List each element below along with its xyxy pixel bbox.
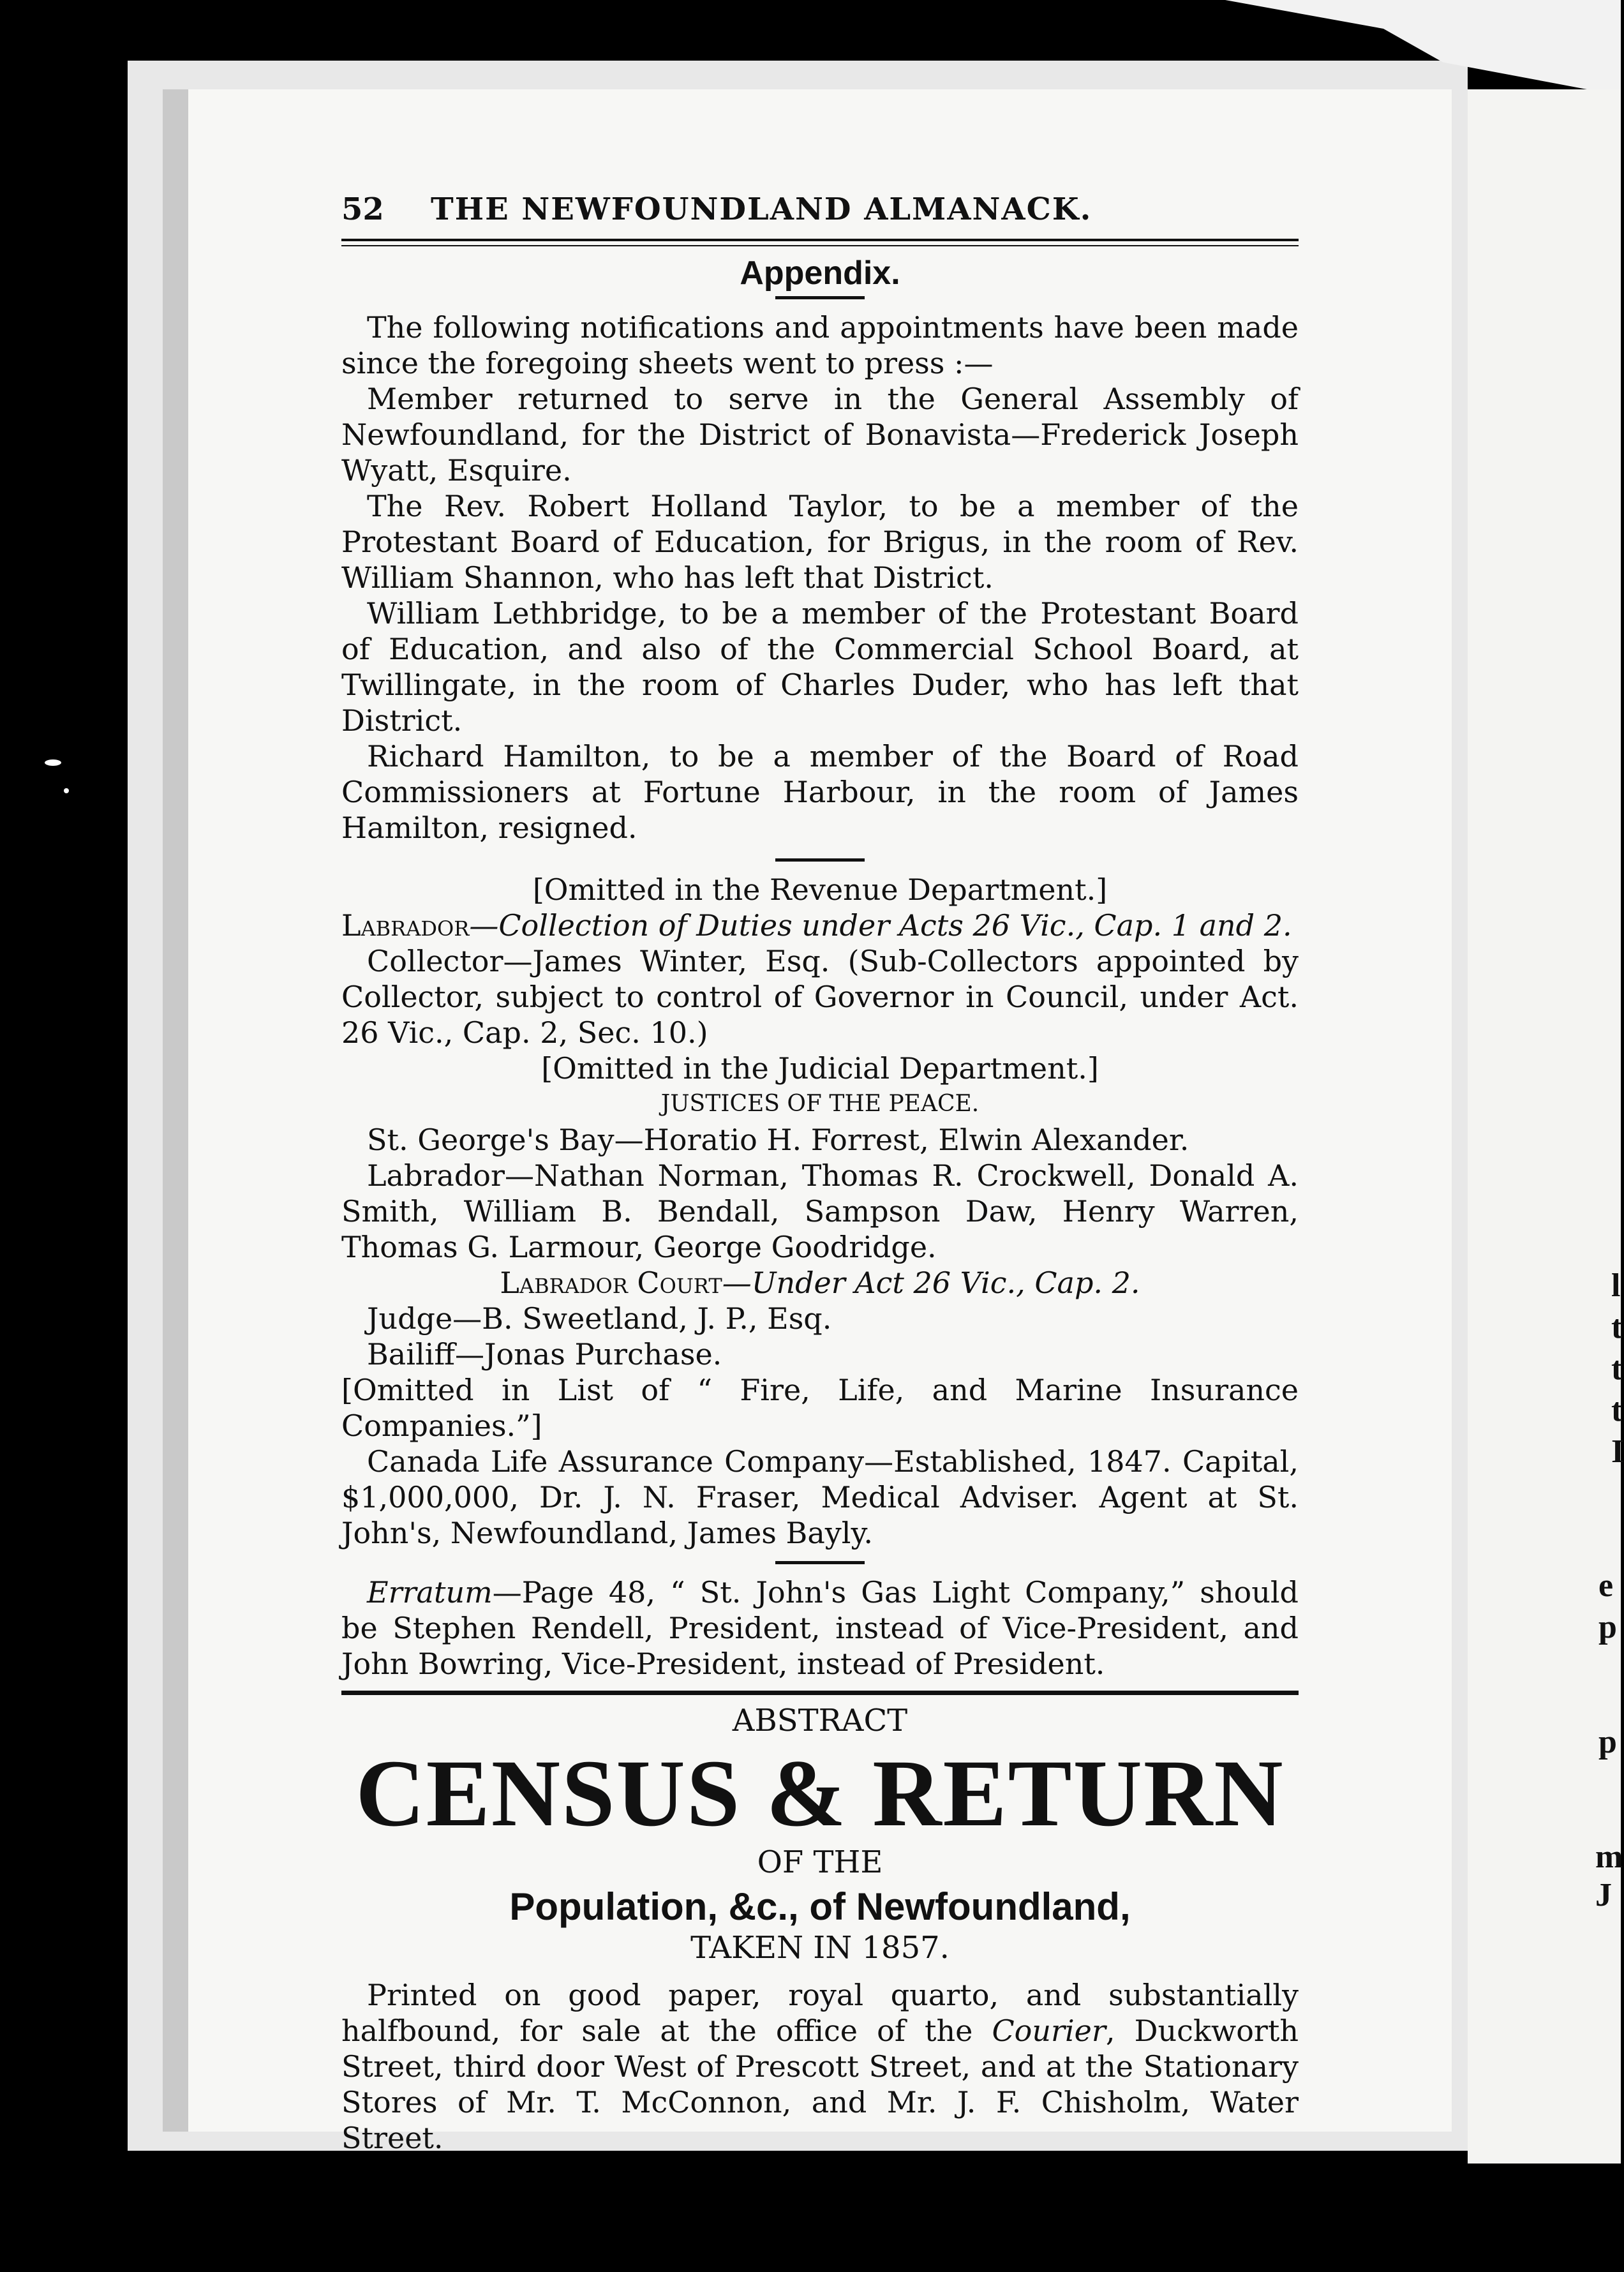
facing-page-fragment: I: [1611, 1433, 1624, 1470]
erratum-label: Erratum: [367, 1575, 493, 1610]
facing-page-fragment: J: [1595, 1877, 1612, 1913]
judge-entry: Judge—B. Sweetland, J. P., Esq.: [367, 1301, 832, 1336]
facing-page-fragment: l: [1611, 1267, 1621, 1304]
advert-body-end: , Duckworth Street, third door West of Prescott Street, and at the Stationary Stores of Mr. T. McConnon, and Mr. J. F. Chisholm, Water Street.: [341, 2014, 1299, 2155]
facing-page-fragment: p: [1598, 1724, 1617, 1760]
advert-rule: [341, 1691, 1299, 1695]
facing-page-fragment: t: [1611, 1350, 1623, 1387]
page-number: 52: [341, 191, 384, 227]
st-georges-bay-entry: St. George's Bay—Horatio H. Forrest, Elwin Alexander.: [367, 1123, 1189, 1157]
page-content: [341, 191, 1299, 2156]
running-title: THE NEWFOUNDLAND ALMANACK.: [431, 191, 1092, 227]
facing-page-fragment: t: [1611, 1309, 1623, 1345]
labrador-duties-text: —Collection of Duties under Acts 26 Vic., Cap. 1 and 2.: [469, 908, 1292, 943]
facing-page: [1468, 89, 1624, 2164]
advert-taken: TAKEN IN 1857.: [690, 1930, 950, 1966]
appendix-paragraph: The Rev. Robert Holland Taylor, to be a member of the Protestant Board of Education, for Brigus, in the room of Rev. William Shannon, who has left that District.: [341, 489, 1299, 595]
advert-population: Population, &c., of Newfoundland,: [509, 1885, 1131, 1928]
advert-body: [341, 1977, 1299, 2156]
advert-title: CENSUS & RETURN: [355, 1740, 1285, 1846]
labrador-justices-entry: Labrador—Nathan Norman, Thomas R. Crockwell, Donald A. Smith, William B. Bendall, Sampson Daw, Henry Warren, Thomas G. Larmour, George Goodridge.: [341, 1158, 1299, 1264]
appendix-paragraph: William Lethbridge, to be a member of the Protestant Board of Education, and also of the Commercial School Board, at Twillingate, in the room of Charles Duder, who has left that District.: [341, 596, 1299, 738]
labrador-label: Labrador: [341, 908, 470, 943]
facing-page-fragment: t: [1611, 1392, 1623, 1428]
scan-speck: [64, 788, 69, 793]
appendix-paragraph: Richard Hamilton, to be a member of the Board of Road Commissioners at Fortune Harbour, in the room of James Hamilton, resigned.: [341, 739, 1299, 845]
justices-heading: JUSTICES OF THE PEACE.: [660, 1091, 980, 1117]
labrador-court-label: Labrador Court: [500, 1266, 722, 1300]
judicial-omitted-note: [Omitted in the Judicial Department.]: [541, 1051, 1099, 1086]
section-divider: [775, 858, 865, 862]
erratum-text: —Page 48, “ St. John's Gas Light Company,” should be Stephen Rendell, President, instead of Vice-President, and John Bowring, Vice-President, instead of President.: [341, 1575, 1299, 1681]
scan-speck: [45, 759, 61, 766]
section-divider: [775, 296, 865, 299]
appendix-paragraph: The following notifications and appointments have been made since the foregoing sheets went to press :—: [341, 310, 1299, 380]
erratum-entry: [341, 1574, 1299, 1682]
section-divider: [775, 1561, 865, 1564]
facing-page-fragment: p: [1598, 1609, 1617, 1645]
appendix-heading: Appendix.: [740, 255, 900, 292]
labrador-court-line: [341, 1265, 1299, 1301]
revenue-omitted-note: [Omitted in the Revenue Department.]: [532, 872, 1108, 907]
collector-entry: Collector—James Winter, Esq. (Sub-Collectors appointed by Collector, subject to control of Governor in Council, under Act. 26 Vic., Cap. 2, Sec. 10.): [341, 944, 1299, 1050]
labrador-duties-line: [341, 908, 1299, 943]
insurance-entry: Canada Life Assurance Company—Established, 1847. Capital, $1,000,000, Dr. J. N. Fraser, Medical Adviser. Agent at St. John's, Newfoundland, James Bayly.: [341, 1444, 1299, 1550]
advert-body-start: Printed on good paper, royal quarto, and substantially halfbound, for sale at the office of the: [341, 1978, 1299, 2048]
advert-abstract: ABSTRACT: [732, 1703, 908, 1738]
bailiff-entry: Bailiff—Jonas Purchase.: [367, 1337, 722, 1371]
advert-courier: Courier: [992, 2014, 1106, 2048]
labrador-court-text: —Under Act 26 Vic., Cap. 2.: [722, 1266, 1140, 1300]
advert-of-the: OF THE: [757, 1844, 883, 1880]
insurance-omitted-note: [Omitted in List of “ Fire, Life, and Marine Insurance Companies.”]: [341, 1373, 1299, 1443]
appendix-paragraph: Member returned to serve in the General Assembly of Newfoundland, for the District of Bonavista—Frederick Joseph Wyatt, Esquire.: [341, 382, 1299, 488]
facing-page-fragment: m: [1595, 1839, 1623, 1875]
running-head: [341, 191, 1299, 227]
header-rule: [341, 239, 1299, 246]
facing-page-fragment: e: [1598, 1567, 1614, 1604]
